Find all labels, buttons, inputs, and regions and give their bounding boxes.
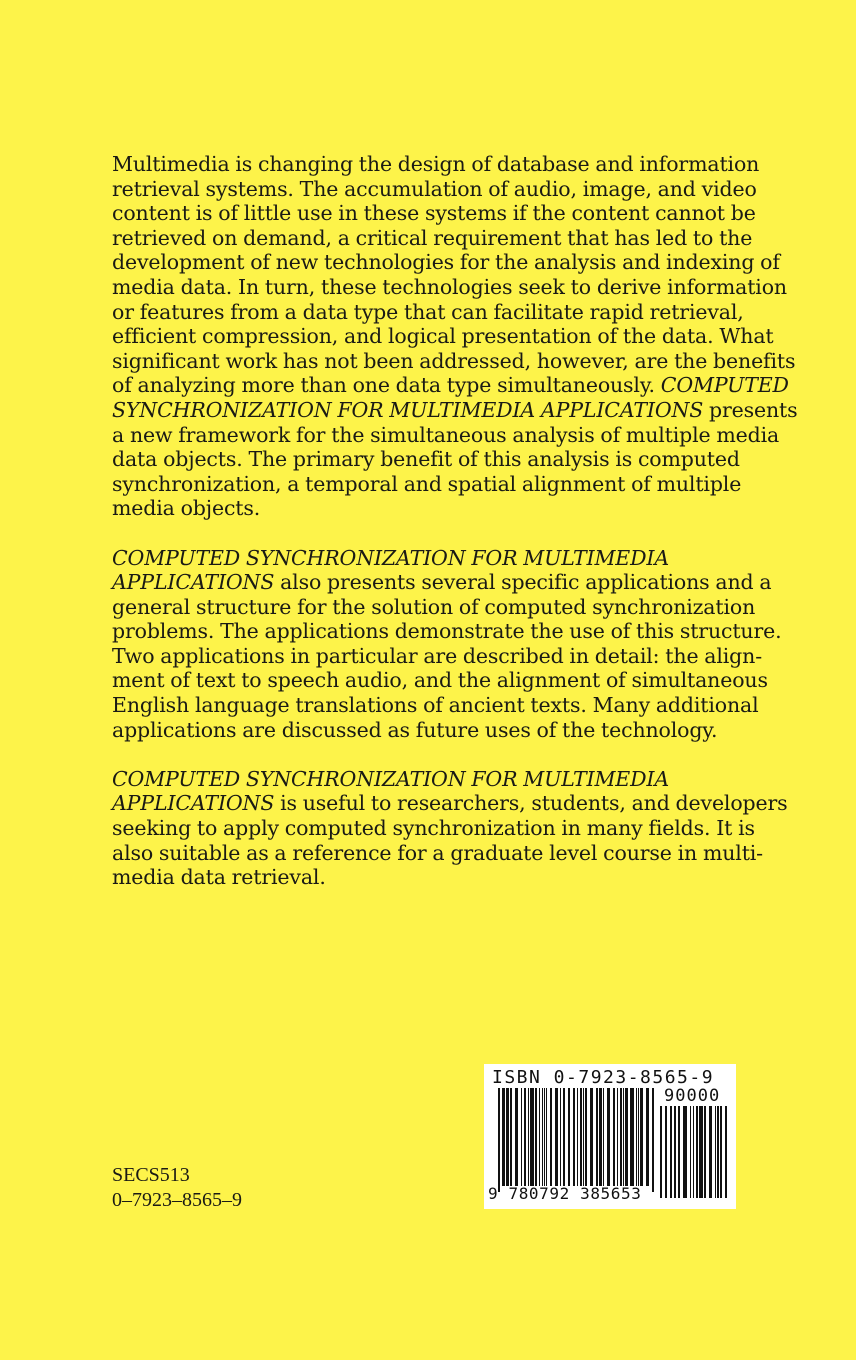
italic-title-text: SYNCHRONIZATION FOR MULTIMEDIA APPLICATIONS [112, 397, 704, 422]
blurb-line [112, 299, 744, 325]
blurb-text: a new framework for the simultaneous analysis of multiple media [112, 422, 780, 447]
blurb-text: retrieval systems. The accumulation of audio, image, and video [112, 176, 757, 201]
blurb-line [112, 274, 787, 300]
blurb-text: Multimedia is changing the design of database and information [112, 152, 760, 176]
blurb-text: or features from a data type that can facilitate rapid retrieval, [112, 299, 744, 324]
blurb-text: media objects. [112, 496, 261, 521]
blurb-text: applications are discussed as future uses of the technology. [112, 717, 718, 742]
barcode-addon-number: 90000 [664, 1086, 721, 1106]
blurb-line [112, 472, 740, 497]
barcode-isbn-label: ISBN 0-7923-8565-9 [492, 1067, 715, 1088]
blurb-paragraph-1 [112, 152, 798, 521]
blurb-line [112, 693, 759, 718]
blurb-text: retrieved on demand, a critical requirement that has led to the [112, 225, 753, 250]
barcode-ean-number: 9 780792 385653 [488, 1184, 642, 1203]
blurb-text: problems. The applications demonstrate the use of this structure. [112, 619, 782, 644]
blurb-paragraph-3 [112, 766, 788, 890]
blurb-text: Two applications in particular are described in detail: the align- [112, 643, 762, 668]
blurb-text: also presents several specific applications and a [274, 570, 772, 595]
blurb-line [112, 594, 756, 620]
blurb-line [112, 767, 740, 792]
blurb-line [112, 816, 755, 841]
series-code: SECS513 [112, 1164, 190, 1186]
blurb-line [112, 176, 757, 202]
blurb-line [112, 840, 763, 866]
blurb-text: also suitable as a reference for a graduate level course in multi- [112, 840, 763, 865]
blurb-line [112, 668, 768, 693]
blurb-text: development of new technologies for the analysis and indexing of [112, 250, 780, 275]
blurb-line [112, 152, 760, 177]
blurb-text: media data retrieval. [112, 865, 326, 890]
italic-title-text: APPLICATIONS [112, 791, 275, 816]
blurb-line [112, 643, 762, 669]
blurb-line [112, 373, 789, 398]
blurb-text: data objects. The primary benefit of this analysis is computed [112, 447, 740, 472]
isbn-barcode [484, 1064, 736, 1209]
blurb-text: content is of little use in these systems if the content cannot be [112, 201, 756, 226]
blurb-line [112, 546, 740, 571]
blurb-line [112, 619, 782, 644]
blurb-line [112, 496, 740, 521]
blurb-text: synchronization, a temporal and spatial alignment of multiple [112, 471, 742, 496]
back-cover-blurb [112, 152, 798, 890]
isbn-text: 0–7923–8565–9 [112, 1189, 242, 1211]
blurb-text: seeking to apply computed synchronization in many fields. It is [112, 816, 755, 841]
blurb-text: ment of text to speech audio, and the alignment of simultaneous [112, 668, 768, 693]
blurb-text: media data. In turn, these technologies seek to derive information [112, 274, 787, 299]
blurb-text: is useful to researchers, students, and developers [274, 791, 788, 816]
italic-title-text: COMPUTED [660, 373, 789, 398]
blurb-line [112, 324, 774, 349]
blurb-line [112, 447, 740, 472]
catalog-codes [112, 1163, 242, 1213]
blurb-text: significant work has not been addressed, however, are the benefits [112, 348, 796, 373]
blurb-text: of analyzing more than one data type simultaneously. [112, 373, 661, 398]
italic-title-text: APPLICATIONS [112, 570, 275, 595]
blurb-line [112, 791, 788, 816]
blurb-line [112, 570, 772, 595]
blurb-line [112, 201, 756, 226]
italic-title-text: COMPUTED SYNCHRONIZATION FOR MULTIMEDIA [112, 545, 670, 570]
blurb-line [112, 397, 798, 423]
blurb-line [112, 348, 796, 374]
blurb-line [112, 225, 753, 251]
blurb-paragraph-2 [112, 545, 782, 743]
blurb-line [112, 250, 780, 275]
blurb-text: English language translations of ancient texts. Many additional [112, 693, 759, 718]
blurb-text: efficient compression, and logical presentation of the data. What [112, 324, 774, 349]
blurb-line [112, 865, 740, 890]
blurb-text: presents [703, 397, 798, 422]
blurb-line [112, 718, 740, 743]
italic-title-text: COMPUTED SYNCHRONIZATION FOR MULTIMEDIA [112, 766, 670, 791]
blurb-line [112, 422, 780, 448]
blurb-text: general structure for the solution of computed synchronization [112, 594, 756, 619]
